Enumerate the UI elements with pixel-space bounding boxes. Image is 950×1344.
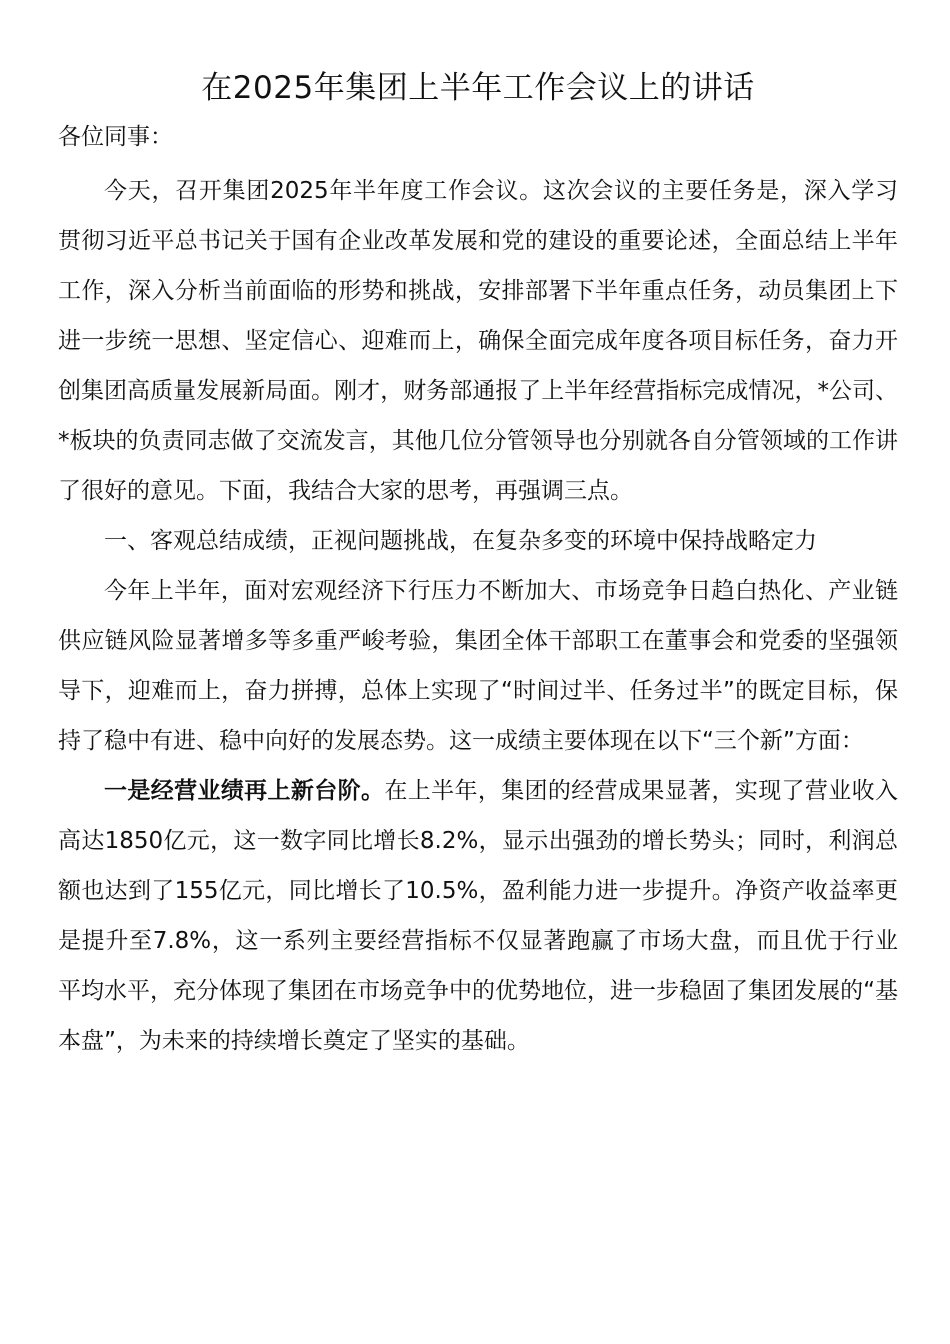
document-page bbox=[58, 62, 898, 1066]
paragraph-business-performance bbox=[58, 766, 898, 1066]
paragraph-body-text: 在上半年，集团的经营成果显著，实现了营业收入高达1850亿元，这一数字同比增长8.2%，显示出强劲的增长势头；同时，利润总额也达到了155亿元，同比增长了10.5%，盈利能力进一步提升。净资产收益率更是提升至7.8%，这一系列主要经营指标不仅显著跑赢了市场大盘，而且优于行业平均水平，充分体现了集团在市场竞争中的优势地位，进一步稳固了集团发展的“基本盘”，为未来的持续增长奠定了坚实的基础。 bbox=[58, 778, 899, 1054]
document-title: 在2025年集团上半年工作会议上的讲话 bbox=[201, 70, 755, 106]
paragraph-opening: 今天，召开集团2025年半年度工作会议。这次会议的主要任务是，深入学习贯彻习近平总书记关于国有企业改革发展和党的建设的重要论述，全面总结上半年工作，深入分析当前面临的形势和挑战，安排部署下半年重点任务，动员集团上下进一步统一思想、坚定信心、迎难而上，确保全面完成年度各项目标任务，奋力开创集团高质量发展新局面。刚才，财务部通报了上半年经营指标完成情况，*公司、*板块的负责同志做了交流发言，其他几位分管领导也分别就各自分管领域的工作讲了很好的意见。下面，我结合大家的思考，再强调三点。 bbox=[58, 178, 898, 504]
paragraph-achievements: 今年上半年，面对宏观经济下行压力不断加大、市场竞争日趋白热化、产业链供应链风险显著增多等多重严峻考验，集团全体干部职工在董事会和党委的坚强领导下，迎难而上，奋力拼搏，总体上实现了“时间过半、任务过半”的既定目标，保持了稳中有进、稳中向好的发展态势。这一成绩主要体现在以下“三个新”方面： bbox=[58, 578, 898, 754]
salutation: 各位同事： bbox=[58, 124, 173, 150]
paragraph-lead-text: 一是经营业绩再上新台阶。 bbox=[104, 778, 385, 804]
section-heading-1: 一、客观总结成绩，正视问题挑战，在复杂多变的环境中保持战略定力 bbox=[104, 528, 817, 554]
